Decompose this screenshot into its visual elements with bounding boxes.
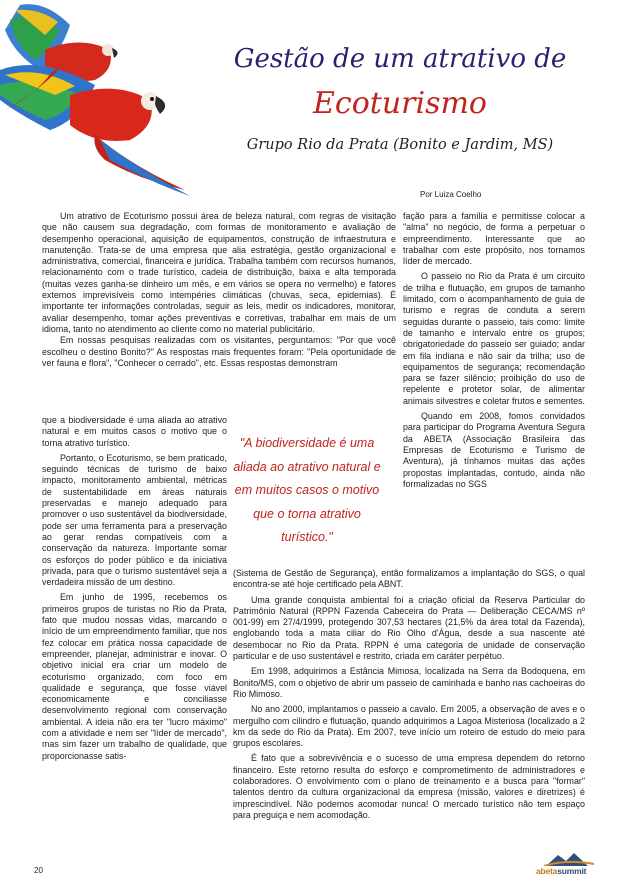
paragraph: Em nossas pesquisas realizadas com os visitantes, perguntamos: "Por que você escolheu o destino Bonito?" As respostas mais frequentes foram: "Pela oportunidade de ver fauna e flora", "Conhecer o cerrado", etc. Essas respostas demonstram xyxy=(42,335,396,368)
paragraph: Um atrativo de Ecoturismo possui área de beleza natural, com regras de visitação que não causem sua degradação, com formas de monitoramento e avaliação de desempenho operacional, aquisição de equipamentos, construção de infraestrutura e manutenção. Trata-se de uma empresa que alia estratégia, gestão organizacional e administrativa, comercial, financeira e jurídica. Trabalha também com recursos humanos, relacionamento com o trade turístico, cadeia de distribuição, baixa e alta temporada (muitas vezes ganha-se dinheiro um mês, e em vários se opera no vermelho) e fatores externos imprevisíveis como intempéries climáticas (chuvas, seca, epidemias). É importante ter informações controladas, seguir as leis, medir os indicadores, monitorar, avaliar desempenho, tomar ações preventivas e corretivas, trabalhar em mais de um idioma, tanto no atendimento ao cliente como no material publicitário. xyxy=(42,211,396,334)
text-column-right xyxy=(403,211,585,490)
macaw-illustration xyxy=(0,0,200,200)
paragraph: É fato que a sobrevivência e o sucesso de uma empresa dependem do retorno financeiro. Este retorno resulta do esforço e comprometimento de administradores e colaboradores. O envolvimento com o plano de treinamento e a busca para "formar" talentos dentro da cultura organizacional da empresa (missão, valores e diretrizes) é imprescindível. Não podemos acomodar nunca! O mercado turístico não tem espaço para preguiça e nem acomodação. xyxy=(233,753,585,820)
text-block-intro xyxy=(42,211,396,369)
logo-text: abetasummit xyxy=(536,866,587,876)
paragraph: fação para a família e permitisse colocar a "alma" no negócio, de forma a perpetuar o empreendimento. Interessante que ao trabalhar com este propósito, nos tornamos líder de mercado. xyxy=(403,211,585,267)
paragraph: No ano 2000, implantamos o passeio a cavalo. Em 2005, a observação de aves e o mergulho com cilindro e flutuação, quando adquirimos a Lagoa Misteriosa (localizado a 2 km da sede do Rio da Prata). Em 2007, teve início um roteiro de estudo do meio para grupos escolares. xyxy=(233,704,585,749)
article-title-line1: Gestão de um atrativo de xyxy=(233,44,567,74)
article-subtitle: Grupo Rio da Prata (Bonito e Jardim, MS) xyxy=(246,137,554,153)
page-number: 20 xyxy=(34,866,43,875)
pull-quote: "A biodiversidade é uma aliada ao atrativo natural e em muitos casos o motivo que o torna atrativo turístico." xyxy=(233,436,381,544)
paragraph: Uma grande conquista ambiental foi a criação oficial da Reserva Particular do Patrimônio Natural (RPPN Fazenda Cabeceira do Prata — Deliberação CECA/MS nº 001-99) em 27/4/1999, protegendo 307,53 hectares (21,5% da área total da Fazenda), englobando toda a mata ciliar do Rio Olho d'Água, desde a sua nascente até desembocar no Rio da Prata. RPPN é uma categoria de unidade de conservação particular e de uso sustentável e restrito, criada em caráter perpétuo. xyxy=(233,594,585,662)
paragraph: que a biodiversidade é uma aliada ao atrativo natural e em muitos casos o motivo que o torna atrativo turístico. xyxy=(42,415,227,448)
mountain-icon xyxy=(536,852,610,866)
paragraph: Portanto, o Ecoturismo, se bem praticado, seguindo técnicas de turismo de baixo impacto, monitoramento ambiental, métricas de sustentabilidade em áreas naturais preservadas e manejo adequado para promover o uso sustentável da biodiversidade, pode ser uma ferramenta para a preservação ao gerar rendas compatíveis com a conservação da natureza. Importante somar os esforços do poder público e da iniciativa privada, para que o turismo sustentável seja a verdadeira missão de um destino. xyxy=(42,452,227,588)
paragraph: O passeio no Rio da Prata é um circuito de trilha e flutuação, em grupos de tamanho limitado, com o acompanhamento de guia de turismo e regras de conduta a serem seguidas durante o passeio, tais como: limite de tamanho e intervalo entre os grupos; obrigatoriedade do passeio ser guiado; andar em fila indiana e não sair da trilha; uso de equipamentos de segurança; recomendação para se fazer silêncio; proibição do uso de repelente e protetor solar, de alimentar animais silvestres e coletar frutos e sementes. xyxy=(403,271,586,406)
paragraph: (Sistema de Gestão de Segurança), então formalizamos a implantação do SGS, o qual encontra-se até hoje certificado pela ABNT. xyxy=(233,568,585,590)
article-title-line2: Ecoturismo xyxy=(313,86,487,121)
paragraph: Em 1998, adquirimos a Estância Mimosa, localizada na Serra da Bodoquena, em Bonito/MS, com o objetivo de abrir um passeio de caminhada e banho nas cachoeiras do Rio Mimoso. xyxy=(233,666,585,699)
paragraph: Quando em 2008, fomos convidados para participar do Programa Aventura Segura da ABETA (Associação Brasileira das Empresas de Ecoturismo e Turismo de Aventura), já tínhamos muitas das ações propostas implantadas, contudo, ainda não formalizadas no SGS xyxy=(403,411,585,489)
byline: Por Luiza Coelho xyxy=(420,190,482,199)
paragraph: Em junho de 1995, recebemos os primeiros grupos de turistas no Rio da Prata, fato que mudou nossas vidas, marcando o início de um empreendimento familiar, que nos fez colocar em prática nossa capacidade de empreender, planejar, administrar e inovar. O objetivo inicial era criar um modelo de ecoturismo organizado, com foco em qualidade e segurança, que fosse viável economicamente e conciliasse desenvolvimento regional com conservação ambiental. A ideia não era ter "lucro máximo" com a atividade e nem ser "líder de mercado", mas sim fazer um trabalho de qualidade, que proporcionasse satis- xyxy=(42,592,227,761)
text-block-bottom xyxy=(233,568,585,821)
text-column-left xyxy=(42,415,227,762)
abeta-summit-logo xyxy=(536,852,610,876)
